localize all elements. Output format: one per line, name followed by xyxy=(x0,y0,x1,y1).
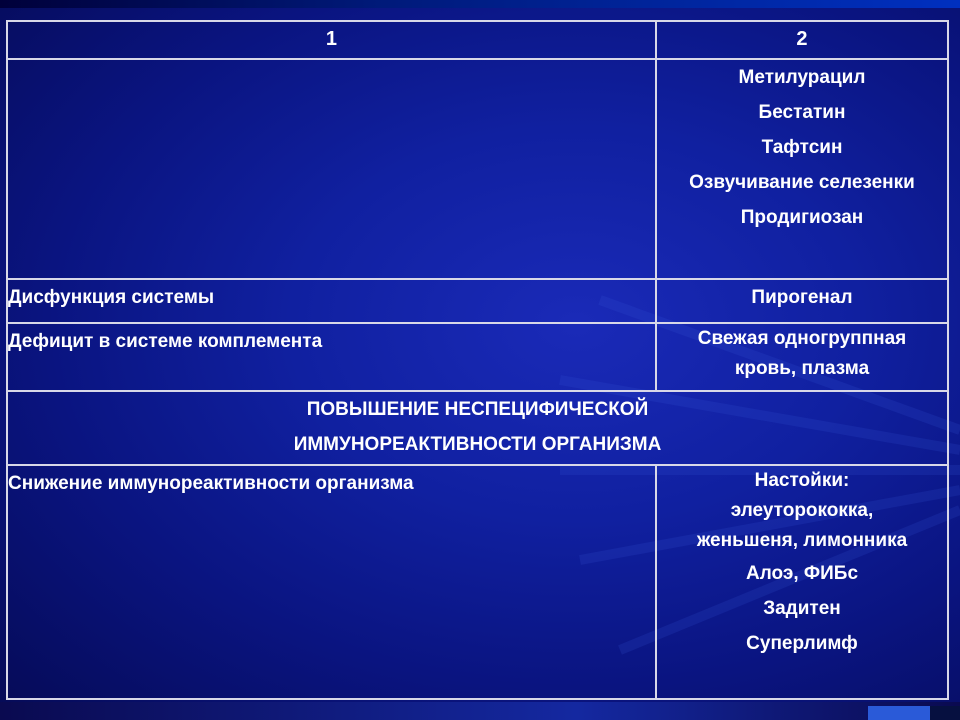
row-dysfunction-col-2: Пирогенал xyxy=(656,279,948,323)
list-item: Настойки: xyxy=(754,470,850,491)
row-deficit-col-1: Дефицит в системе комплемента xyxy=(7,323,656,391)
section-banner-row xyxy=(7,391,948,465)
row-decrease-col-1: Снижение иммунореактивности организма xyxy=(7,465,656,699)
row-decrease-col-2 xyxy=(656,465,948,699)
list-item: Алоэ, ФИБс xyxy=(745,563,859,584)
row-dysfunction-col-1: Дисфункция системы xyxy=(7,279,656,323)
list-item: Озвучивание селезенки xyxy=(689,172,915,193)
list-item: Бестатин xyxy=(758,102,846,123)
row-list-col-2 xyxy=(656,59,948,279)
table-row xyxy=(7,279,948,323)
list-item: Продигиозан xyxy=(740,207,864,228)
list-item: Метилурацил xyxy=(738,67,866,88)
header-col-1: 1 xyxy=(7,21,656,59)
row-deficit-col-2 xyxy=(656,323,948,391)
list-item: Тафтсин xyxy=(761,137,843,158)
list-item: Суперлимф xyxy=(746,633,858,654)
table-row xyxy=(7,59,948,279)
header-col-2: 2 xyxy=(656,21,948,59)
cell-line: кровь, плазма xyxy=(734,358,870,379)
bottom-accent-block xyxy=(868,706,930,720)
row-list-col-1 xyxy=(7,59,656,279)
list-item: Задитен xyxy=(763,598,841,619)
section-banner xyxy=(7,391,948,465)
table-row xyxy=(7,323,948,391)
bottom-accent-dark-block xyxy=(930,706,960,720)
bottom-decor-bar xyxy=(0,702,960,720)
table-header-row xyxy=(7,21,948,59)
top-decor-bar xyxy=(0,0,960,8)
treatment-table xyxy=(6,20,949,700)
cell-line: Свежая одногруппная xyxy=(697,328,907,349)
list-item: женьшеня, лимонника xyxy=(696,530,908,551)
banner-line: ИММУНОРЕАКТИВНОСТИ ОРГАНИЗМА xyxy=(293,434,662,455)
table-row xyxy=(7,465,948,699)
banner-line: ПОВЫШЕНИЕ НЕСПЕЦИФИЧЕСКОЙ xyxy=(306,399,649,420)
list-item: элеуторококка, xyxy=(730,500,874,521)
